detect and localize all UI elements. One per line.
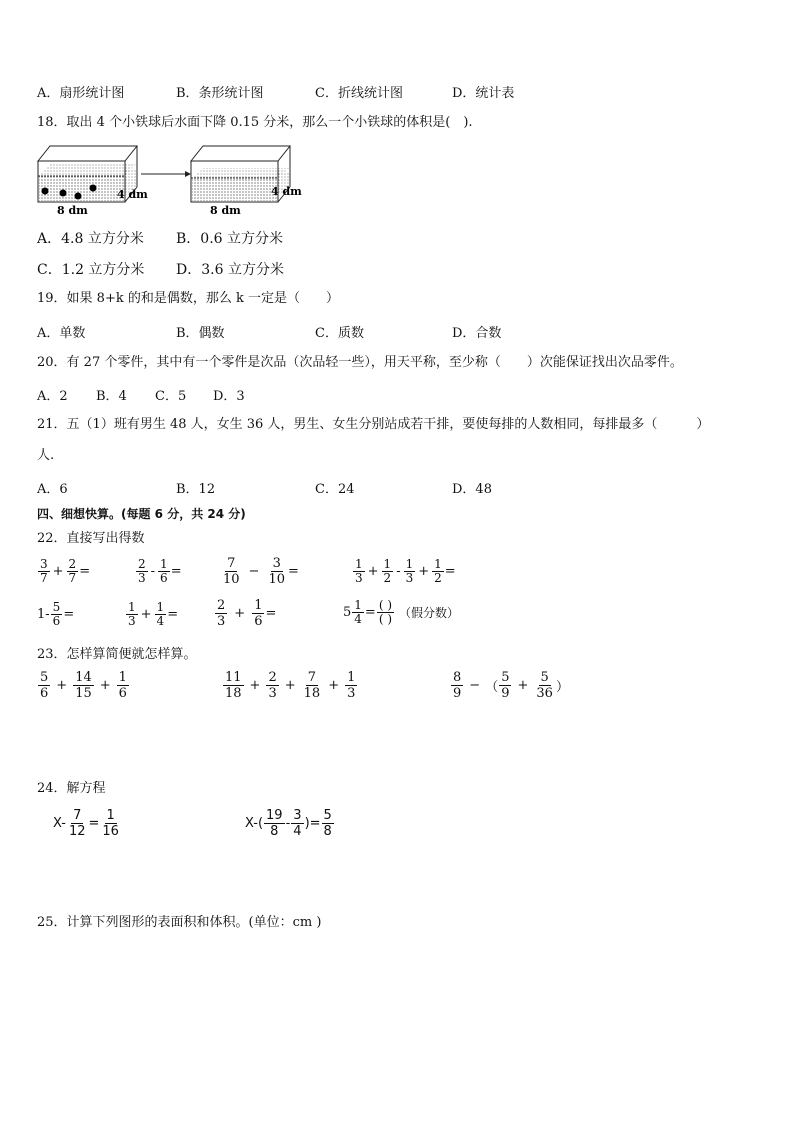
q24-equation-1: X- $\frac{7}{12}$ = $\frac{1}{16}$ bbox=[53, 808, 119, 839]
q22-expr-1: $\frac{3}{7}$ + $\frac{2}{7}$ = bbox=[40, 557, 91, 585]
q19-option-b: B．偶数 bbox=[176, 326, 225, 341]
q18-option-d: D．3.6 立方分米 bbox=[176, 262, 284, 278]
q23-title: 23．怎样算简便就怎样算。 bbox=[37, 647, 197, 662]
q22-title: 22．直接写出得数 bbox=[37, 531, 145, 546]
tank-before-width: 8 dm bbox=[57, 204, 88, 217]
section-4-heading: 四、细想快算。(每题 6 分，共 24 分) bbox=[37, 507, 246, 521]
q20-option-d: D．3 bbox=[213, 389, 245, 404]
iron-ball bbox=[42, 188, 49, 195]
q22-expr-4: $\frac{1}{3}$ + $\frac{1}{2}$ - $\frac{1}{3}$ + $\frac{1}{2}$ = bbox=[355, 557, 456, 585]
q17-option-a: A．扇形统计图 bbox=[37, 86, 125, 101]
q19-text: 19．如果 8+k 的和是偶数，那么 k 一定是（ ） bbox=[37, 291, 339, 306]
q21-option-b: B．12 bbox=[176, 482, 216, 497]
q22-expr-6: $\frac{1}{3}$ + $\frac{1}{4}$ = bbox=[128, 600, 179, 628]
iron-ball bbox=[60, 190, 67, 197]
q18-option-a: A．4.8 立方分米 bbox=[37, 231, 144, 247]
q22-expr-2: $\frac{2}{3}$ - $\frac{1}{6}$ = bbox=[138, 557, 182, 585]
q23-expr-3: $\frac{8}{9}$ − （ $\frac{5}{9}$ + $\frac{5}{36}$ ） bbox=[453, 670, 569, 701]
q19-option-d: D．合数 bbox=[452, 326, 502, 341]
q17-option-d: D．统计表 bbox=[452, 86, 515, 101]
q19-option-a: A．单数 bbox=[37, 326, 86, 341]
q20-option-a: A．2 bbox=[37, 389, 68, 404]
q18-text: 18．取出 4 个小铁球后水面下降 0.15 分米，那么一个小铁球的体积是( ). bbox=[37, 115, 473, 130]
arrow-icon bbox=[141, 171, 191, 177]
q20-text: 20．有 27 个零件，其中有一个零件是次品（次品轻一些），用天平称，至少称（ ）次能保证找出次品零件。 bbox=[37, 355, 683, 370]
q18-option-c: C．1.2 立方分米 bbox=[37, 262, 145, 278]
q23-expr-1: $\frac{5}{6}$ + $\frac{14}{15}$ + $\frac{1}{6}$ bbox=[40, 670, 127, 701]
q22-expr-8: 5 $\frac{1}{4}$ = $\frac{( )}{( )}$ （假分数） bbox=[343, 598, 460, 626]
q22-expr-7: $\frac{2}{3}$ + $\frac{1}{6}$ = bbox=[217, 598, 277, 629]
q24-equation-2: X-( $\frac{19}{8}$ - $\frac{3}{4}$ ) = $\frac{5}{8}$ bbox=[245, 808, 332, 839]
q21-option-d: D．48 bbox=[452, 482, 492, 497]
q20-option-c: C．5 bbox=[155, 389, 187, 404]
tank-before bbox=[38, 146, 148, 217]
q25-title: 25．计算下列图形的表面积和体积。(单位：cm ) bbox=[37, 915, 322, 930]
q23-expr-2: $\frac{11}{18}$ + $\frac{2}{3}$ + $\frac{7}{18}$ + $\frac{1}{3}$ bbox=[225, 670, 356, 701]
q17-option-b: B．条形统计图 bbox=[176, 86, 264, 101]
q18-figure bbox=[35, 140, 315, 220]
q18-option-b: B．0.6 立方分米 bbox=[176, 231, 284, 247]
tank-before-height: 4 dm bbox=[117, 188, 148, 201]
q21-option-a: A．6 bbox=[37, 482, 68, 497]
q21-text: 21．五（1）班有男生 48 人，女生 36 人，男生、女生分别站成若干排，要使每排的人数相同，每排最多（ ） bbox=[37, 417, 710, 432]
q21-text-cont: 人. bbox=[37, 448, 55, 463]
q22-expr-3: $\frac{7}{10}$ − $\frac{3}{10}$ = bbox=[223, 556, 299, 587]
tank-after-height: 4 dm bbox=[271, 185, 302, 198]
q19-option-c: C．质数 bbox=[315, 326, 364, 341]
tank-after bbox=[191, 146, 302, 217]
q17-option-c: C．折线统计图 bbox=[315, 86, 403, 101]
iron-ball bbox=[90, 185, 97, 192]
q21-option-c: C．24 bbox=[315, 482, 355, 497]
iron-ball bbox=[75, 193, 82, 200]
q24-title: 24．解方程 bbox=[37, 781, 106, 796]
q20-option-b: B．4 bbox=[96, 389, 127, 404]
q22-expr-5: 1- $\frac{5}{6}$ = bbox=[37, 600, 75, 628]
tank-after-width: 8 dm bbox=[210, 204, 241, 217]
